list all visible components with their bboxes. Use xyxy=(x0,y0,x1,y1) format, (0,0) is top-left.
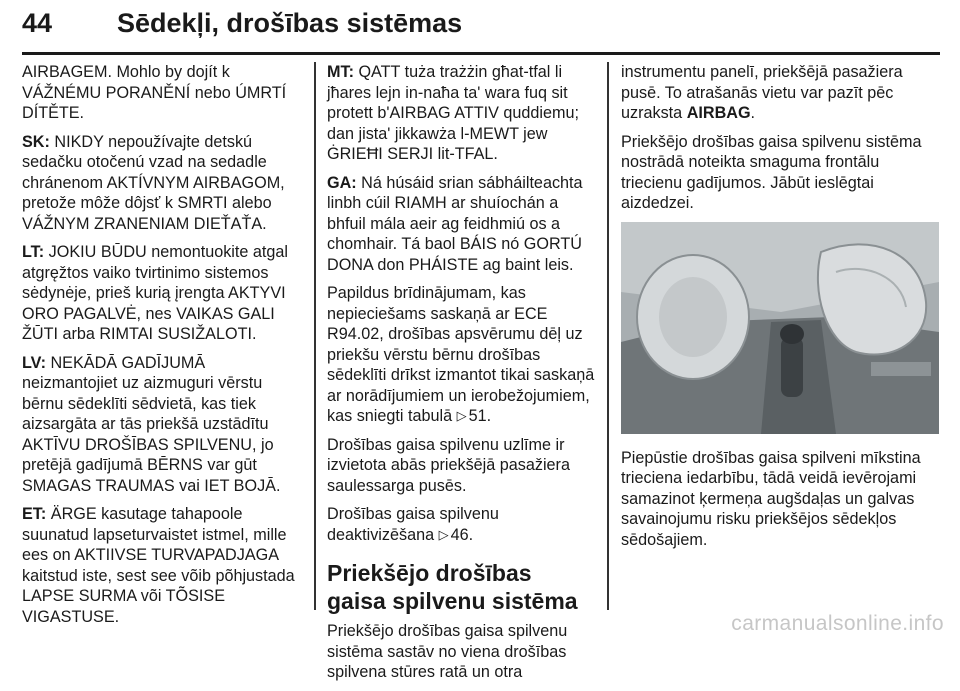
reference-arrow-icon: ▷ xyxy=(456,408,467,423)
column-3 xyxy=(621,62,941,558)
lang-code: ET: xyxy=(22,505,47,523)
header-rule xyxy=(22,52,940,55)
body-paragraph: instrumentu panelī, priekšējā pasažiera pusē. To atrašanās vietu var pazīt pēc uzraksta AIRBAG. xyxy=(621,63,903,122)
warning-sk xyxy=(22,132,302,235)
column-divider xyxy=(607,62,609,610)
body-paragraph: Papildus brīdinājumam, kas nepieciešams saskaņā ar ECE R94.02, drošības apsvērumu dēļ uz priekšu vērstu bērnu drošības sēdeklīti drīkst izmantot tikai saskaņā ar norādījumiem un ierobežojumiem, kas sniegti tabulā ▷ 51. xyxy=(327,284,595,425)
lang-code: LT: xyxy=(22,243,45,261)
body-paragraph: Priekšējo drošības gaisa spilvenu sistēma sastāv no viena drošības spilvena stūres ratā un otra xyxy=(327,622,568,681)
warning-text: NEKĀDĀ GADĪJUMĀ neizmantojiet uz aizmuguri vērstu bērnu sēdeklīti sēdvietā, kas tiek aizsargāta ar tās priekšā uzstādītu AKTĪVU DROŠĪBAS SPILVENU, jo pretējā gadījumā BĒRNS var gūt SMAGAS TRAUMAS vai IET BOJĀ. xyxy=(22,353,281,495)
warning-text: QATT tuża trażżin għat-tfal li jħares lejn in-naħa ta' wara fuq sit protett b'AIRBAG ATTIV quddiemu; dan jista' jikkawża l-MEWT jew ĠRIEĦI SERJI lit-TFAL. xyxy=(327,63,580,163)
body-paragraph: Priekšējo drošības gaisa spilvenu sistēma nostrādā noteikta smaguma frontālu triecienu gadījumos. Jābūt ieslēgtai aizdedzei. xyxy=(621,132,922,212)
page-header xyxy=(0,0,960,56)
warning-text: JOKIU BŪDU nemontuokite atgal atgręžtos vaiko tvirtinimo sistemos sėdynėje, prieš kurią įrengta AKTYVI ORO PAGALVĖ, nes VAIKAS GALI ŽŪTI arba RIMTAI SUSIŽALOTI. xyxy=(22,243,288,343)
section-heading: Priekšējo drošības gaisa spilvenu sistēma xyxy=(327,560,578,614)
warning-intro: AIRBAGEM. Mohlo by dojít k VÁŽNÉMU PORANĚNÍ nebo ÚMRTÍ DÍTĚTE. xyxy=(22,63,287,122)
warning-ga xyxy=(327,173,595,276)
lang-code: SK: xyxy=(22,132,50,151)
lang-code: MT: xyxy=(327,63,354,81)
warning-text: ÄRGE kasutage tahapoole suunatud lapseturvaistet istmel, mille ees on AKTIIVSE TURVAPADJAGA kaitstud iste, sest see võib põhjustada LAPSE SURMA või TÕSISE VIGASTUSE. xyxy=(22,505,295,626)
lang-code: GA: xyxy=(327,173,357,192)
warning-mt xyxy=(327,62,595,165)
page-title: Sēdekļi, drošības sistēmas xyxy=(117,8,463,38)
page-number: 44 xyxy=(22,8,53,38)
body-paragraph: Drošības gaisa spilvenu uzlīme ir izvietota abās priekšējā pasažiera saulessarga pusēs. xyxy=(327,435,570,495)
page-reference[interactable]: 46. xyxy=(450,525,474,544)
body-paragraph: Drošības gaisa spilvenu deaktivizēšana ▷ 46. xyxy=(327,505,499,544)
column-2 xyxy=(327,62,595,691)
warning-text: Ná húsáid srian sábháilteachta linbh cúil RIAMH ar shuíochán a bhfuil mála aeir ag feidhmiú os a chomhair. Tá baol BÁIS nó GORTÚ DONA don PHÁISTE ag baint leis. xyxy=(327,173,583,274)
watermark: carmanualsonline.info xyxy=(731,612,944,635)
page-reference[interactable]: 51. xyxy=(468,407,492,425)
column-divider xyxy=(314,62,316,610)
warning-lt xyxy=(22,242,302,345)
airbag-illustration xyxy=(621,222,939,434)
airbag-label: AIRBAG xyxy=(686,104,751,122)
lang-code: LV: xyxy=(22,353,46,372)
reference-arrow-icon: ▷ xyxy=(438,526,449,542)
warning-text: NIKDY nepoužívajte detskú sedačku otočenú vzad na sedadle chránenom AKTÍVNYM AIRBAGOM, pretože môže dôjsť k SMRTI alebo VÁŽNYM ZRANENIAM DIEŤAŤA. xyxy=(22,132,285,233)
warning-et xyxy=(22,504,302,627)
column-1 xyxy=(22,62,302,635)
body-paragraph: Piepūstie drošības gaisa spilveni mīkstina trieciena iedarbību, tādā veidā ievērojami samazinot ķermeņa augšdaļas un galvas savainojumu risku priekšējos sēdekļos sēdošajiem. xyxy=(621,448,921,549)
warning-lv xyxy=(22,353,302,497)
